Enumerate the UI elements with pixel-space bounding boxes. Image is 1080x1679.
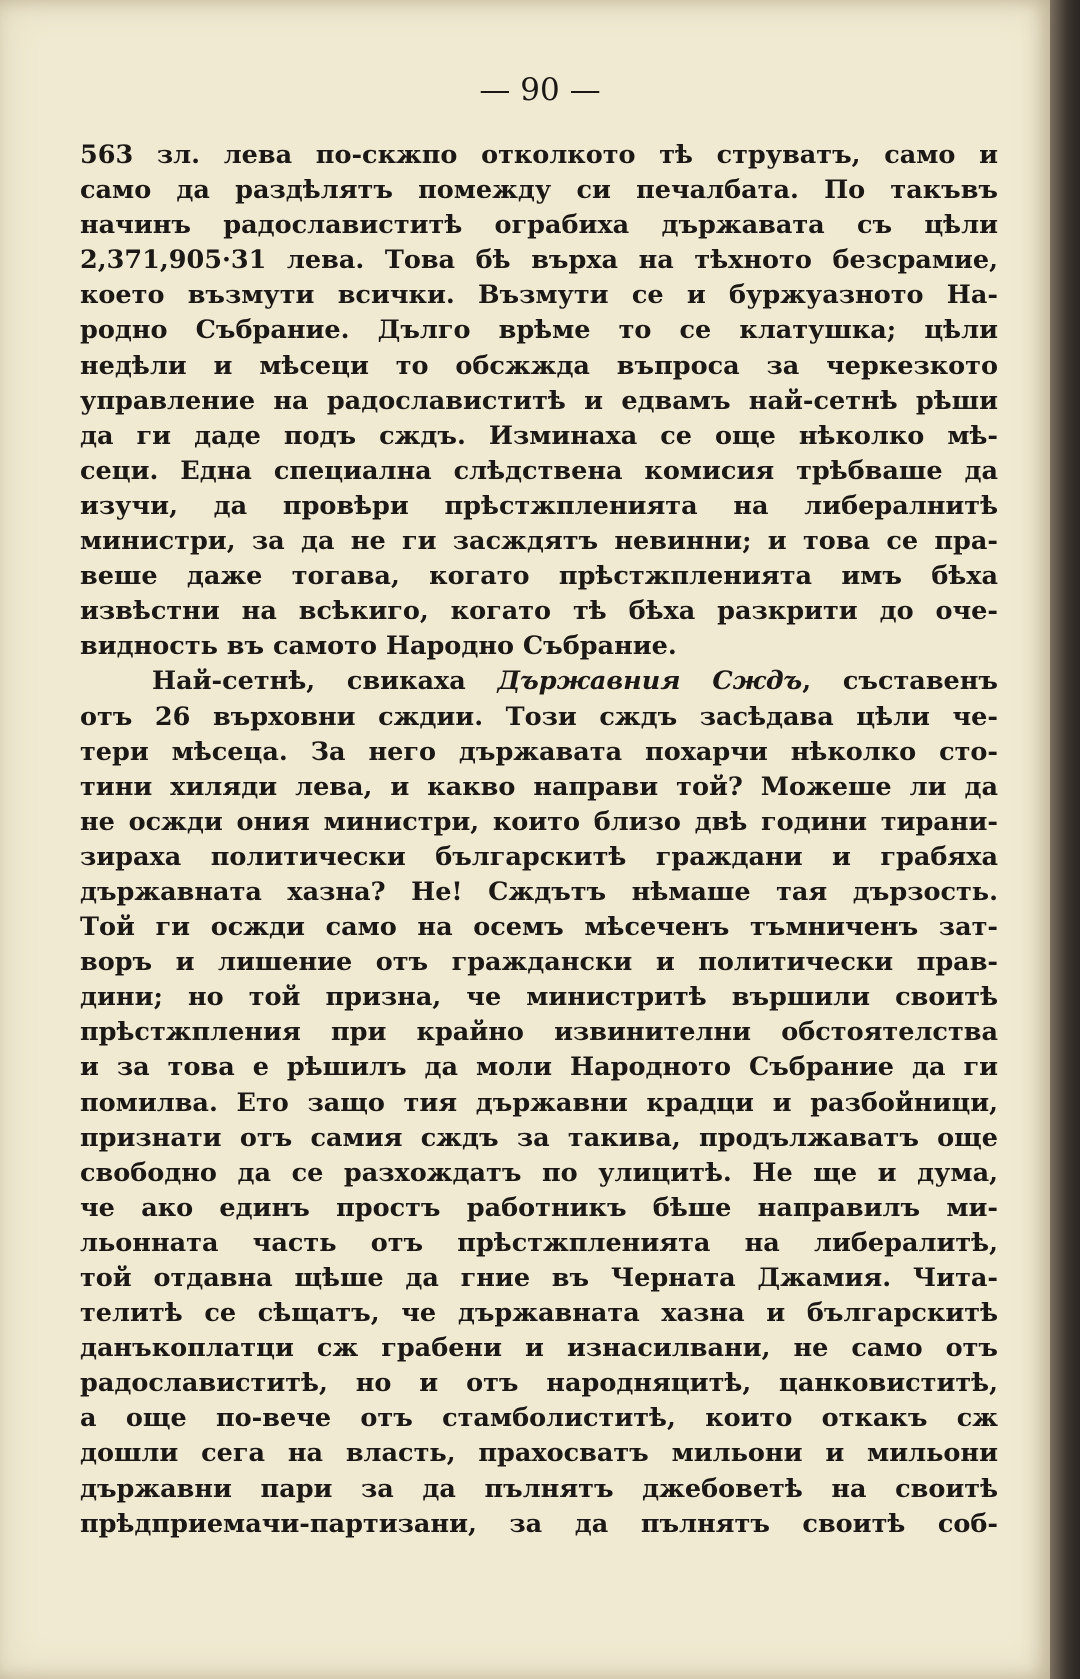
text-line: начинъ радославиститѣ ограбиха държавата съ цѣли — [80, 210, 998, 241]
text-line: и за това е рѣшилъ да моли Народното Събрание да ги — [80, 1052, 998, 1083]
text-line: родно Събрание. Дълго врѣме то се клатушка; цѣли — [80, 315, 998, 346]
text-line: държавни пари за да пълнятъ джебоветѣ на своитѣ — [80, 1473, 998, 1504]
para2-start: Най-сетнѣ, свикаха — [152, 666, 498, 697]
text-line: министри, за да не ги засждятъ невинни; и това се пра- — [80, 526, 998, 557]
text-line: веше даже тогава, когато прѣстжпленията имъ бѣха — [80, 561, 998, 592]
page-text — [80, 138, 998, 1542]
page-number: — 90 — — [479, 72, 601, 108]
text-line: 563 зл. лева по-скжпо отколкото тѣ струватъ, само и — [80, 140, 998, 170]
text-line: изучи, да провѣри прѣстжпленията на либералнитѣ — [80, 490, 998, 521]
text-line: воръ и лишение отъ граждански и политически прав- — [80, 947, 998, 978]
text-line: данъкоплатци сж грабени и изнасилвани, не само отъ — [80, 1333, 998, 1364]
text-line: льонната часть отъ прѣстжпленията на либералитѣ, — [80, 1227, 998, 1258]
text-line: държавната хазна? Не! Сждътъ нѣмаше тая дързость. — [80, 876, 998, 907]
paragraph-start-line — [80, 664, 998, 699]
text-line: телитѣ се сѣщатъ, че държавната хазна и българскитѣ — [80, 1298, 998, 1329]
text-line: прѣстжпления при крайно извинителни обстоятелства — [80, 1017, 998, 1048]
page-edge-shadow — [1050, 0, 1080, 1679]
text-line: дошли сега на власть, прахосватъ мильони и мильони — [80, 1438, 998, 1469]
text-line: признати отъ самия сждъ за такива, продължаватъ още — [80, 1122, 998, 1153]
text-line: тини хиляди лева, и какво направи той? Можеше ли да — [80, 771, 998, 802]
text-line: тери мѣсеца. За него държавата похарчи нѣколко сто- — [80, 736, 998, 767]
para2-rest: , съставенъ — [802, 666, 998, 697]
text-line: прѣдприемачи-партизани, за да пълнятъ своитѣ соб- — [80, 1508, 998, 1539]
text-line: зираха политически българскитѣ граждани и грабяха — [80, 841, 998, 872]
text-line: управление на радославиститѣ и едвамъ най-сетнѣ рѣши — [80, 385, 998, 416]
text-line: отъ 26 върховни сждии. Този сждъ засѣдава цѣли че- — [80, 701, 998, 732]
text-line: което възмути всички. Възмути се и буржуазното На- — [80, 280, 998, 311]
text-line: видность въ самото Народно Събрание. — [80, 631, 677, 662]
text-line: свободно да се разхождатъ по улицитѣ. Не ще и дума, — [80, 1157, 998, 1188]
text-line: сеци. Една специална слѣдствена комисия трѣбваше да — [80, 455, 998, 486]
text-line: не осжди ония министри, които близо двѣ години тирани- — [80, 806, 998, 837]
court-name-italic: Държавния Сждъ — [497, 666, 803, 697]
text-line: а още по-вече отъ стамболиститѣ, които откакъ сж — [80, 1403, 998, 1434]
text-line: недѣли и мѣсеци то обсжжда въпроса за черкезкото — [80, 350, 998, 381]
text-line: радославиститѣ, но и отъ народняцитѣ, цанковиститѣ, — [80, 1368, 998, 1399]
text-line: дини; но той призна, че министритѣ вършили своитѣ — [80, 982, 998, 1013]
text-line: помилва. Ето защо тия държавни крадци и разбойници, — [80, 1087, 998, 1118]
text-line: извѣстни на всѣкиго, когато тѣ бѣха разкрити до оче- — [80, 596, 998, 627]
text-line: 2,371,905·31 лева. Това бѣ върха на тѣхното безсрамие, — [80, 245, 998, 276]
text-line: той отдавна щѣше да гние въ Черната Джамия. Чита- — [80, 1263, 998, 1293]
text-line: да ги даде подъ сждъ. Изминаха се още нѣколко мѣ- — [80, 420, 998, 451]
text-line: Той ги осжди само на осемъ мѣсеченъ тъмниченъ зат- — [80, 912, 998, 943]
text-line: че ако единъ простъ работникъ бѣше направилъ ми- — [80, 1192, 998, 1223]
text-line: само да раздѣлятъ помежду си печалбата. По такъвъ — [80, 175, 998, 206]
